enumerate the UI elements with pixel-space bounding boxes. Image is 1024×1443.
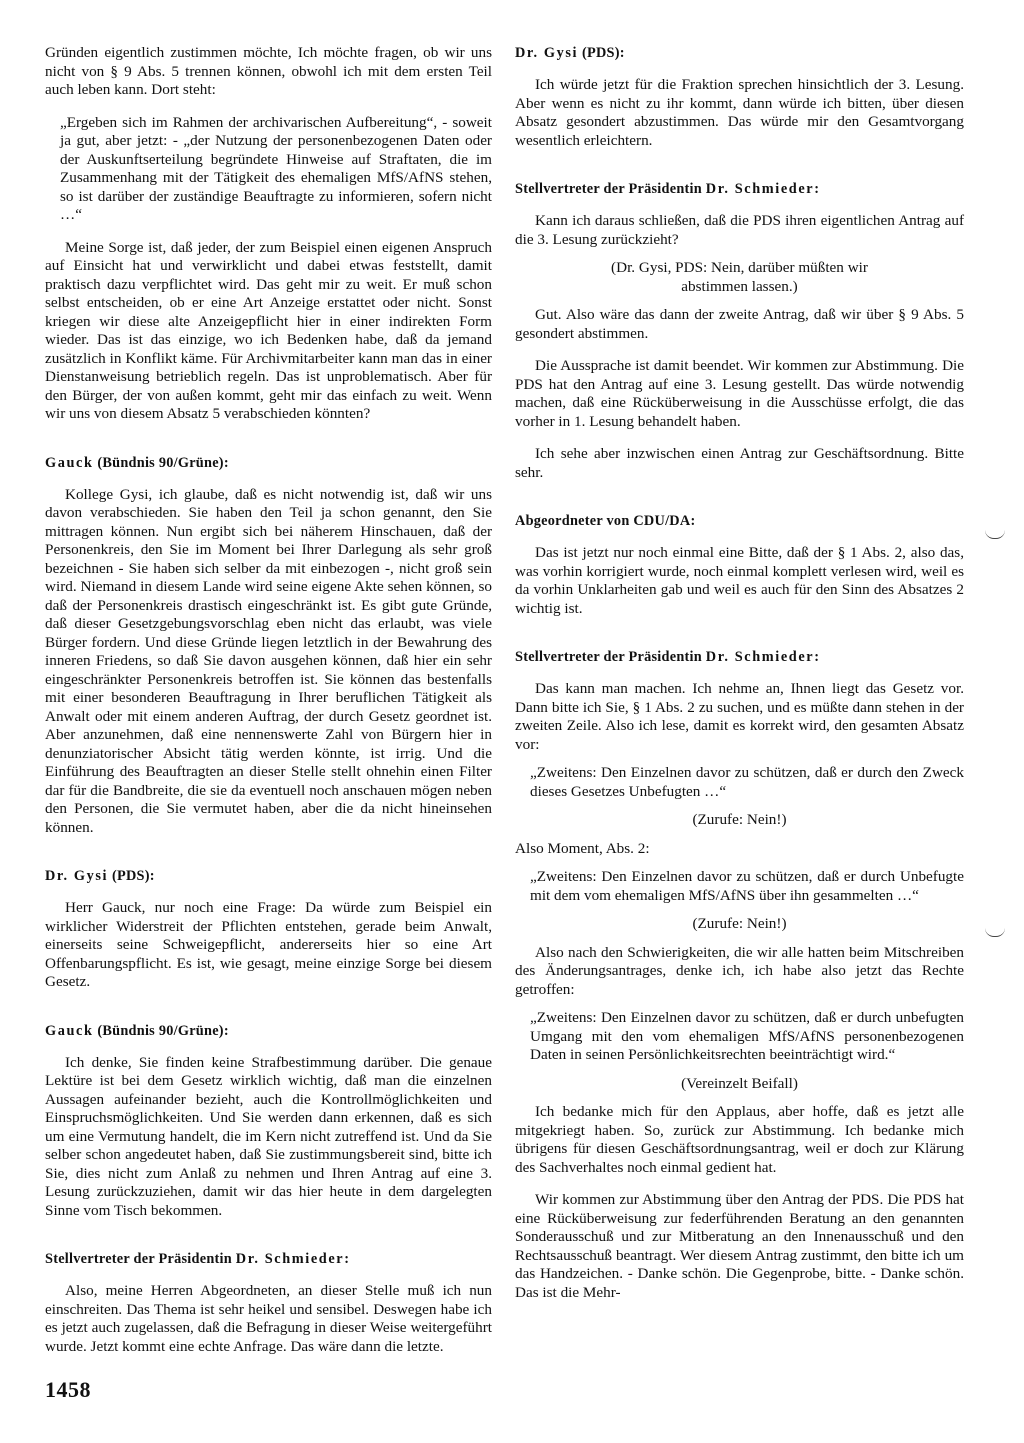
paragraph: Also Moment, Abs. 2:: [515, 839, 650, 857]
speaker-title: Stellvertreter der Präsidentin: [515, 649, 702, 665]
paragraph: Meine Sorge ist, daß jeder, der zum Beispiel einen eigenen Anspruch auf Einsicht hat und verwirklicht und dabei etwas feststellt, damit praktisch dazu verpflichtet wird. Das geht mir zu weit. Er muß schon selbst entscheiden, ob er eine Art Anzeige erstattet oder nicht. Sonst kriegen wir diese alte Anzeigepflicht hier in einer indirekten Form wieder. Das ist das einzige, wo ich Bedenken habe, daß da jemand zusätzlich in Konflikt käme. Für Archivmitarbeiter kann man das in einer Dienstanweisung betrieblich regeln. Das ist unproblematisch. Aber für den Bürger, der von außen kommt, geht mir das einfach zu weit. Wenn wir uns von diesem Absatz 5 verabschieden könnten?: [45, 238, 492, 422]
interjection: [515, 259, 964, 296]
speaker-name: Dr. Gysi: [515, 45, 579, 61]
interjection: (Vereinzelt Beifall): [681, 1074, 798, 1092]
paragraph: Wir kommen zur Abstimmung über den Antrag der PDS. Die PDS hat eine Rücküberweisung zur federführenden Beratung an den genannten Sonderausschuß und zur Mitberatung an den Innenausschuß und den Rechtsausschuß beantragt. Wer diesem Antrag zustimmt, den bitte ich um das Handzeichen. - Danke schön. Die Gegenprobe, bitte. - Danke schön. Das ist die Mehr-: [515, 1191, 964, 1301]
interjection-line: (Dr. Gysi, PDS: Nein, darüber müßten wir: [611, 259, 868, 276]
left-column: [45, 44, 492, 1356]
speaker-heading: [515, 648, 964, 666]
paragraph: Das kann man machen. Ich nehme an, Ihnen liegt das Gesetz vor. Dann bitte ich Sie, § 1 Abs. 2 zu suchen, und es müßte dann stehen in der zweiten Zeile. Also ich lese, damit es korrekt wird, den gesamten Absatz vor:: [515, 680, 964, 753]
speaker-name: Gauck: [45, 454, 94, 471]
paragraph: Also, meine Herren Abgeordneten, an dieser Stelle muß ich nun einschreiten. Das Thema ist sehr heikel und sensibel. Deswegen habe ich es jetzt auch zugelassen, daß die Befragung in dieser Weise weitergeführt wurde. Jetzt kommt eine echte Anfrage. Das wäre dann die letzte.: [45, 1282, 492, 1355]
paragraph: Ich bedanke mich für den Applaus, aber hoffe, daß es jetzt alle mitgekriegt haben. So, zurück zur Abstimmung. Ich bedanke mich übrigens für diesen Geschäftsordnungsantrag, weil er doch zur Klärung des Sachverhaltes noch einmal gedient hat.: [515, 1103, 964, 1176]
speaker-heading: [45, 1022, 492, 1040]
paragraph: Herr Gauck, nur noch eine Frage: Da würde zum Beispiel ein wirklicher Widerstreit der Pflichten entstehen, gerade beim Anwalt, einerseits seine Schweigepflicht, andererseits hier so eine Art Offenbarungspflicht. Es ist, wie gesagt, meine einzige Sorge bei diesem Gesetz.: [45, 899, 492, 990]
speaker-heading: Abgeordneter von CDU/DA:: [515, 513, 696, 529]
interjection-line: abstimmen lassen.): [681, 277, 798, 295]
page-number: 1458: [45, 1377, 91, 1402]
speaker-party: (Bündnis 90/Grüne):: [97, 1022, 229, 1039]
quote: „Zweitens: Den Einzelnen davor zu schützen, daß er durch den Zweck dieses Gesetzes Unbefugten …“: [530, 764, 964, 800]
speaker-party: (PDS):: [111, 868, 155, 884]
margin-mark: [985, 530, 1005, 539]
speaker-heading: [45, 1250, 492, 1268]
right-column: [515, 44, 964, 1302]
paragraph: Also nach den Schwierigkeiten, die wir alle hatten beim Mitschreiben des Änderungsantrages, denke ich, ich habe also jetzt das Rechte getroffen:: [515, 943, 964, 998]
paragraph: Gut. Also wäre das dann der zweite Antrag, daß wir über § 9 Abs. 5 gesondert abstimmen.: [515, 306, 964, 342]
speaker-heading: [515, 44, 964, 62]
interjection: (Zurufe: Nein!): [692, 915, 787, 932]
speaker-party: (Bündnis 90/Grüne):: [97, 454, 229, 471]
speaker-name: Dr. Schmieder:: [705, 181, 821, 197]
quote: „Ergeben sich im Rahmen der archivarischen Aufbereitung“, - soweit ja gut, aber jetzt: - „der Nutzung der personenbezogenen Daten oder der Auskunftserteilung begründete Hinweise auf Straftaten, die im Zusammenhang mit der Tätigkeit des ehemaligen MfS/AfNS stehen, so ist darüber der zuständige Beauftragte zu informieren, sofern nicht …“: [60, 113, 492, 223]
speaker-party: (PDS):: [581, 45, 625, 61]
speaker-heading: [45, 454, 492, 472]
speaker-name: Dr. Gysi: [45, 868, 109, 884]
paragraph: Die Aussprache ist damit beendet. Wir kommen zur Abstimmung. Die PDS hat den Antrag auf eine 3. Lesung gestellt. Das würde notwendig machen, daß eine Rücküberweisung in die Ausschüsse erfolgt, die das vorher in 1. Lesung behandelt haben.: [515, 357, 964, 430]
speaker-title: Stellvertreter der Präsidentin: [515, 181, 702, 197]
paragraph: Ich würde jetzt für die Fraktion sprechen hinsichtlich der 3. Lesung. Aber wenn es nicht zu ihr kommt, dann würde ich bitten, über diesen Absatz gesondert abzustimmen. Das würde mir den Gesamtvorgang wesentlich erleichtern.: [515, 76, 964, 149]
interjection: (Zurufe: Nein!): [692, 811, 787, 828]
paragraph: Ich denke, Sie finden keine Strafbestimmung darüber. Die genaue Lektüre ist bei dem Gesetz wirklich wichtig, daß man die einzelnen Aussagen aufeinander bezieht, auch die Kontrollmöglichkeiten und Einspruchsmöglichkeiten. Und Sie werden dann erkennen, daß es sich um eine Vermutung handelt, die im Kern nicht zutreffend ist. Und da Sie selber schon angedeutet haben, daß Sie zustimmungsbereit sind, bitte ich Sie, dies nicht zum Anlaß zu nehmen und Ihren Antrag auf eine 3. Lesung zurückzuziehen, damit wir das hier heute in dem dargelegten Sinne vom Tisch bekommen.: [45, 1053, 492, 1219]
speaker-name: Dr. Schmieder:: [705, 649, 821, 665]
speaker-title: Stellvertreter der Präsidentin: [45, 1251, 232, 1267]
paragraph: Ich sehe aber inzwischen einen Antrag zur Geschäftsordnung. Bitte sehr.: [515, 445, 964, 481]
margin-mark: [985, 928, 1005, 937]
quote: „Zweitens: Den Einzelnen davor zu schützen, daß er durch unbefugten Umgang mit den vom ehemaligen MfS/AfNS personenbezogenen Daten in seinen Persönlichkeitsrechten beeinträchtigt wird.“: [530, 1009, 964, 1063]
paragraph: Kann ich daraus schließen, daß die PDS ihren eigentlichen Antrag auf die 3. Lesung zurückzieht?: [515, 212, 964, 248]
paragraph: Kollege Gysi, ich glaube, daß es nicht notwendig ist, daß wir uns davon verabschieden. Sie haben den Teil ja schon genannt, den Sie mittragen können. Nun ergibt sich bei näherem Hinschauen, daß der Personenkreis, den Sie im Moment bei Ihrer Darlegung als sehr groß bezeichnen - Sie haben sich selber da mit einbezogen -, nicht groß sein wird. Niemand in diesem Lande wird seine eigene Akte sehen können, so daß der Personenkreis drastisch eingeschränkt ist. Es gibt gute Gründe, daß dieser Gesetzgebungsvorschlag eben nicht das erlaubt, was viele Bürger fordern. Und diese Gründe liegen letztlich in der Bewahrung des inneren Friedens, so daß Sie davon ausgehen können, daß hier ein sehr eingeschränkter Personenkreis betroffen ist. Sie können das bestenfalls mit einer besonderen Beauftragung in Ihrer beruflichen Tätigkeit als Anwalt oder mit einem anderen Auftrag, der durch Gesetz geordnet ist. Aber anzunehmen, daß eine nennenswerte Zahl von Bürgern hier in denunziatorischer Absicht tätig werden könnte, ist irrig. Und die Einführung des Beauftragten an dieser Stelle stellt ohnehin einen Filter dar für die Bandbreite, die sie da eventuell noch anschauen mögen neben den Personen, die Sie vermutet haben, aber die da nicht hineinsehen können.: [45, 485, 492, 836]
quote: „Zweitens: Den Einzelnen davor zu schützen, daß er durch Unbefugte mit dem vom ehemaligen MfS/AfNS über ihn gesammelten …“: [530, 868, 964, 904]
speaker-name: Dr. Schmieder:: [235, 1251, 351, 1267]
paragraph: Das ist jetzt nur noch einmal eine Bitte, daß der § 1 Abs. 2, also das, was vorhin korrigiert wurde, noch einmal komplett verlesen wird, weil es da vorhin Unklarheiten gab und weil es auch für den Sinn des Absatzes 2 wichtig ist.: [515, 544, 964, 617]
paragraph: Gründen eigentlich zustimmen möchte, Ich möchte fragen, ob wir uns nicht von § 9 Abs. 5 trennen können, obwohl ich mit dem ersten Teil auch leben kann. Dort steht:: [45, 44, 492, 98]
speaker-name: Gauck: [45, 1022, 94, 1039]
speaker-heading: [515, 180, 964, 198]
speaker-heading: [45, 867, 492, 885]
